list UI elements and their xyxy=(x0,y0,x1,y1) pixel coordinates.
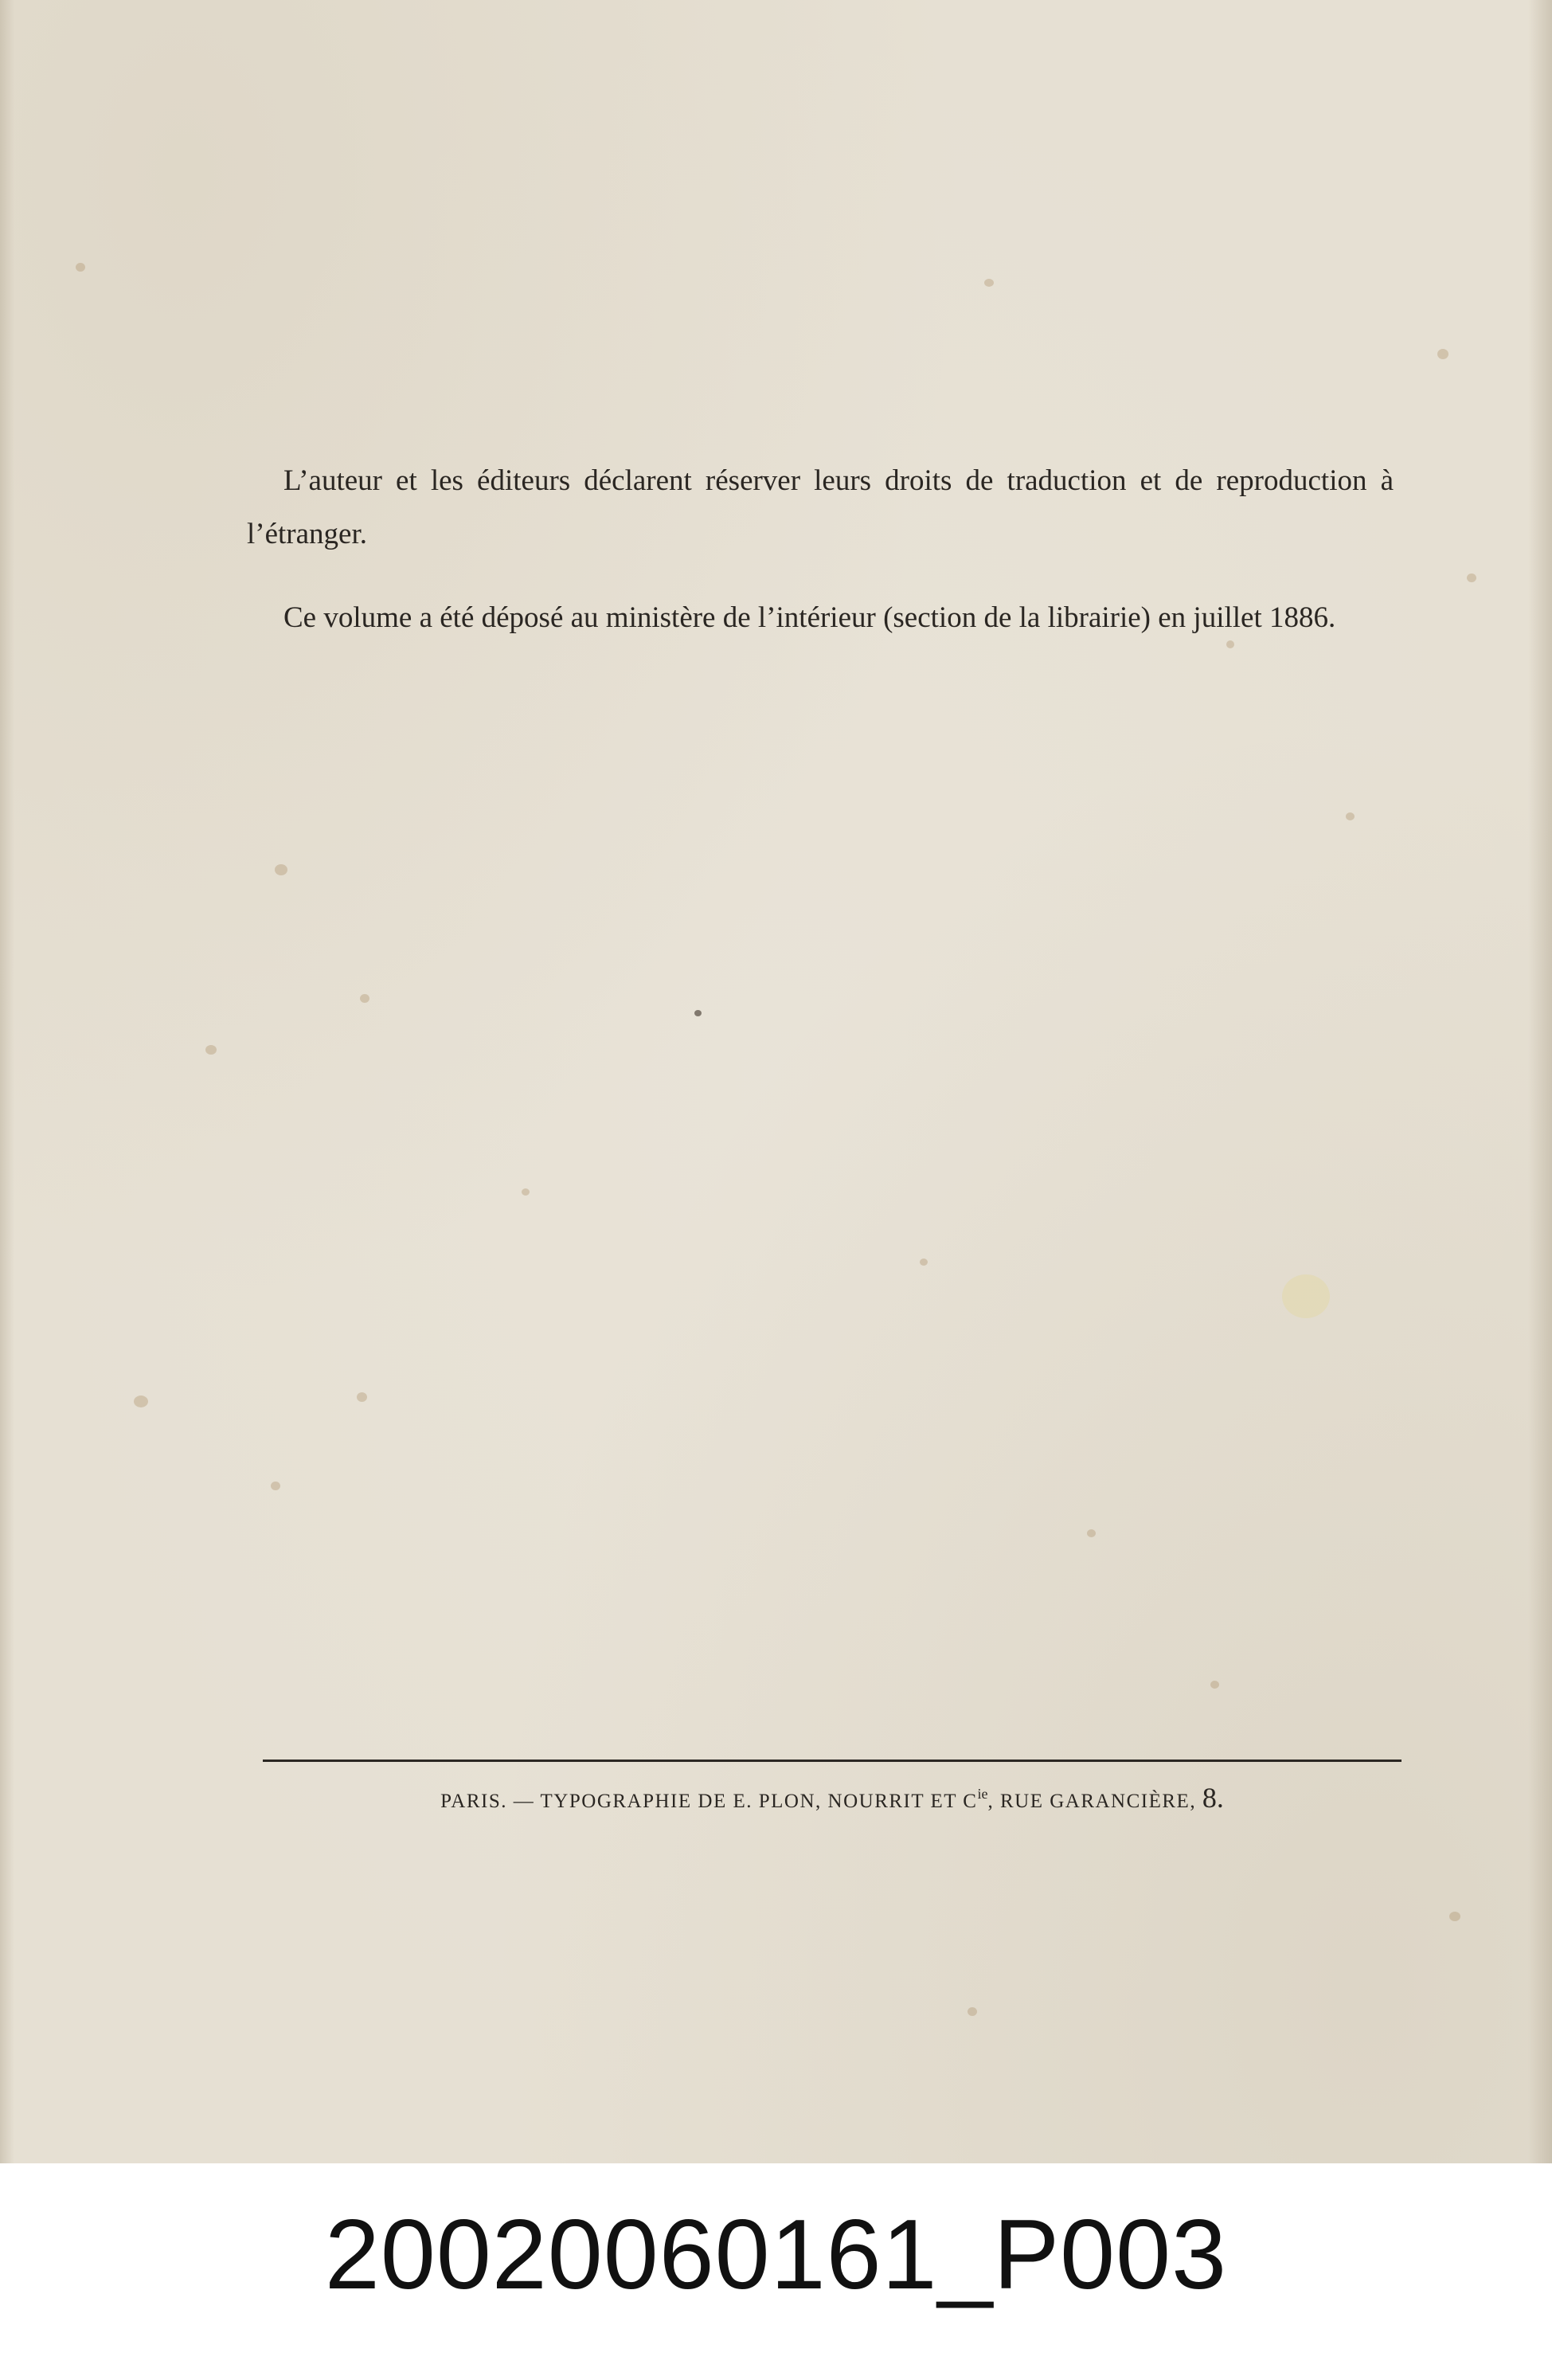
rights-notice xyxy=(247,454,1394,675)
imprint-number: 8. xyxy=(1202,1782,1224,1814)
imprint-text: PARIS. — TYPOGRAPHIE DE E. PLON, NOURRIT ET C xyxy=(440,1791,978,1812)
foxing-spot xyxy=(1210,1681,1219,1689)
foxing-spot xyxy=(275,864,287,875)
printer-imprint xyxy=(263,1781,1401,1814)
foxing-spot xyxy=(1449,1912,1460,1921)
foxing-spot xyxy=(968,2007,977,2016)
foxing-spot xyxy=(1282,1274,1330,1318)
page-edge-shadow-right xyxy=(1528,0,1552,2163)
foxing-spot xyxy=(1467,573,1476,582)
foxing-spot xyxy=(522,1188,530,1196)
foxing-spot xyxy=(76,263,85,272)
foxing-spot xyxy=(920,1259,928,1266)
foxing-spot xyxy=(357,1392,367,1402)
foxing-spot xyxy=(205,1045,217,1055)
foxing-spot xyxy=(1087,1529,1096,1537)
foxing-spot xyxy=(1437,349,1448,359)
foxing-spot xyxy=(694,1010,702,1016)
foxing-spot xyxy=(360,994,369,1003)
foxing-spot xyxy=(984,279,994,287)
foxing-spot xyxy=(271,1482,280,1490)
foxing-spot xyxy=(1346,812,1355,820)
page-edge-shadow-left xyxy=(0,0,14,2163)
deposit-paragraph: Ce volume a été déposé au ministère de l’intérieur (section de la librairie) en juillet 1886. xyxy=(283,601,1336,634)
imprint-superscript: ie xyxy=(977,1786,988,1802)
rights-paragraph: L’auteur et les éditeurs déclarent réserver leurs droits de traduction et de reproduction à l’étranger. xyxy=(247,464,1394,550)
foxing-spot xyxy=(134,1396,148,1407)
imprint-rule xyxy=(263,1760,1401,1762)
archive-id-caption: 20020060161_P003 xyxy=(324,2200,1228,2310)
imprint-text-after: , RUE GARANCIÈRE, xyxy=(987,1791,1197,1812)
